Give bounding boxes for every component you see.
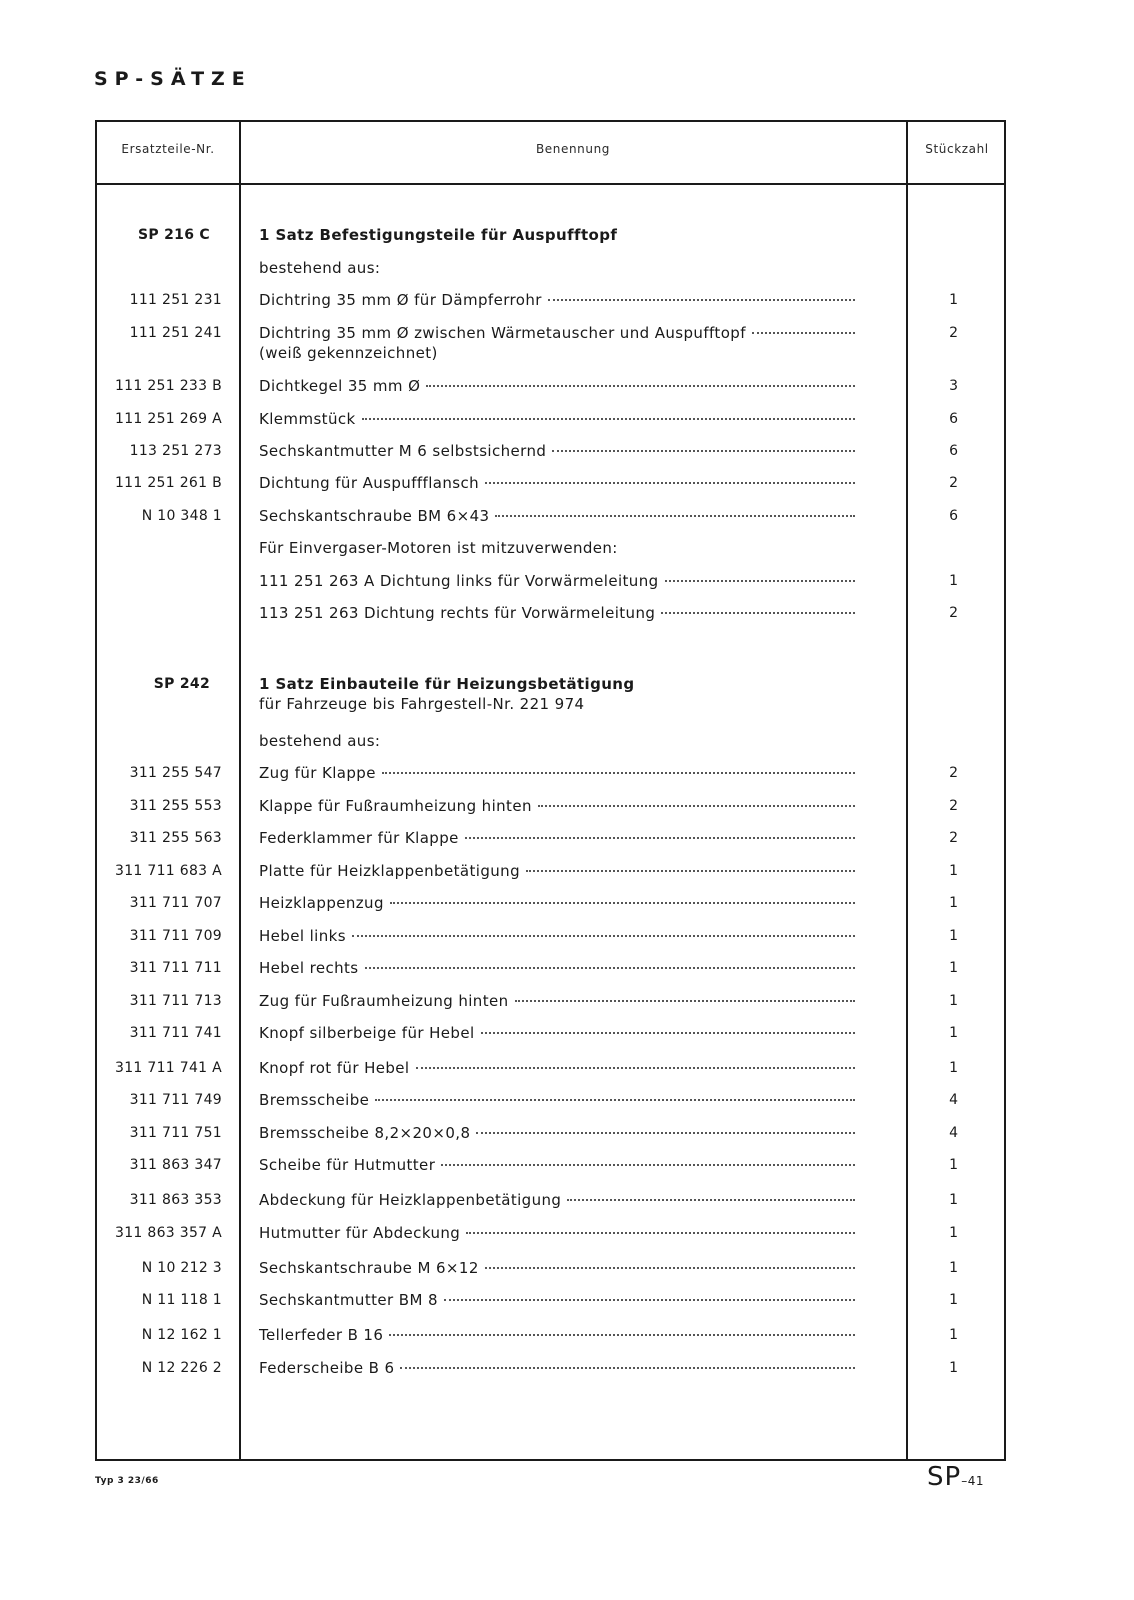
description-text: Klappe für Fußraumheizung hinten	[259, 797, 532, 815]
description	[259, 473, 855, 493]
part-number: 111 251 261 B	[114, 475, 222, 491]
part-number: 111 251 233 B	[114, 378, 222, 394]
description	[259, 926, 855, 946]
description	[259, 1023, 855, 1043]
quantity: 2	[949, 765, 958, 781]
quantity: 1	[949, 1157, 958, 1173]
quantity: 1	[949, 1360, 958, 1376]
quantity: 6	[949, 411, 958, 427]
dot-leader	[390, 902, 855, 904]
dot-leader	[515, 1000, 855, 1002]
description	[259, 603, 855, 623]
dot-leader	[538, 805, 855, 807]
dot-leader	[362, 418, 855, 420]
description	[259, 958, 855, 978]
dot-leader	[400, 1367, 855, 1369]
description-text: Sechskantschraube BM 6×43	[259, 507, 490, 525]
description	[259, 1325, 855, 1345]
description-text: 1 Satz Einbauteile für Heizungsbetätigung	[259, 675, 635, 693]
quantity: 1	[949, 573, 958, 589]
description	[259, 991, 855, 1011]
description	[259, 828, 855, 848]
description-text: Scheibe für Hutmutter	[259, 1156, 436, 1174]
description-text: Dichtung für Auspuffflansch	[259, 474, 480, 492]
part-number: SP 216 C	[138, 227, 210, 243]
description	[259, 1223, 855, 1243]
quantity: 1	[949, 1260, 958, 1276]
quantity: 2	[949, 798, 958, 814]
part-number: 111 251 231	[129, 292, 222, 308]
description	[259, 796, 855, 816]
part-number: 311 711 751	[129, 1125, 222, 1141]
description-text: bestehend aus:	[259, 732, 381, 750]
dot-leader	[552, 450, 855, 452]
dot-leader	[352, 935, 855, 937]
quantity: 1	[949, 895, 958, 911]
part-number: 311 863 347	[129, 1157, 222, 1173]
description-continuation: für Fahrzeuge bis Fahrgestell-Nr. 221 974	[259, 695, 585, 713]
description-text: Zug für Fußraumheizung hinten	[259, 992, 509, 1010]
dot-leader	[526, 870, 855, 872]
part-number: N 11 118 1	[141, 1292, 222, 1308]
description-text: Sechskantmutter M 6 selbstsichernd	[259, 442, 547, 460]
quantity: 1	[949, 1225, 958, 1241]
description-text: Dichtring 35 mm Ø für Dämpferrohr	[259, 291, 542, 309]
description-text: Zug für Klappe	[259, 764, 376, 782]
page-number	[927, 1462, 984, 1492]
quantity: 1	[949, 1025, 958, 1041]
quantity: 2	[949, 325, 958, 341]
dot-leader	[485, 482, 855, 484]
quantity: 4	[949, 1092, 958, 1108]
footer-type-date: Typ 3 23/66	[95, 1476, 159, 1486]
description	[259, 258, 855, 278]
quantity: 1	[949, 993, 958, 1009]
description	[259, 506, 855, 526]
column-divider	[239, 122, 241, 1459]
quantity: 1	[949, 960, 958, 976]
description	[259, 290, 855, 310]
description-text: Hutmutter für Abdeckung	[259, 1224, 461, 1242]
part-number: 311 711 741	[129, 1025, 222, 1041]
description-text: Sechskantmutter BM 8	[259, 1291, 438, 1309]
dot-leader	[567, 1199, 855, 1201]
description-text: Dichtring 35 mm Ø zwischen Wärmetauscher und Auspufftopf	[259, 324, 746, 342]
description-continuation: (weiß gekennzeichnet)	[259, 344, 438, 362]
dot-leader	[441, 1164, 855, 1166]
part-number: N 12 162 1	[141, 1327, 222, 1343]
dot-leader	[465, 837, 855, 839]
column-header-description: Benennung	[535, 142, 611, 156]
dot-leader	[466, 1232, 855, 1234]
quantity: 2	[949, 830, 958, 846]
description-text: Bremsscheibe 8,2×20×0,8	[259, 1124, 471, 1142]
dot-leader	[426, 385, 855, 387]
quantity: 1	[949, 1192, 958, 1208]
page-number-suffix: –41	[961, 1474, 984, 1488]
part-number: 311 711 741 A	[115, 1060, 222, 1076]
description	[259, 1090, 855, 1110]
part-number: 311 711 709	[129, 928, 222, 944]
description	[259, 861, 855, 881]
description	[259, 1258, 855, 1278]
quantity: 1	[949, 863, 958, 879]
description-text: Klemmstück	[259, 410, 356, 428]
part-number: 311 711 713	[129, 993, 222, 1009]
description	[259, 1358, 855, 1378]
part-number: 311 863 353	[129, 1192, 222, 1208]
description-text: Platte für Heizklappenbetätigung	[259, 862, 520, 880]
quantity: 1	[949, 292, 958, 308]
part-number: 111 251 241	[129, 325, 222, 341]
part-number: 311 711 749	[129, 1092, 222, 1108]
page-number-prefix: SP	[927, 1462, 962, 1492]
quantity: 3	[949, 378, 958, 394]
description-text: Für Einvergaser-Motoren ist mitzuverwenden:	[259, 539, 618, 557]
part-number: SP 242	[153, 676, 210, 692]
quantity: 1	[949, 1060, 958, 1076]
dot-leader	[661, 612, 855, 614]
part-number: N 12 226 2	[141, 1360, 222, 1376]
description-text: 111 251 263 A Dichtung links für Vorwärmeleitung	[259, 572, 659, 590]
part-number: 311 863 357 A	[115, 1225, 222, 1241]
part-number: N 10 348 1	[141, 508, 222, 524]
part-number: 311 255 563	[129, 830, 222, 846]
dot-leader	[665, 580, 855, 582]
part-number: N 10 212 3	[141, 1260, 222, 1276]
description-text: Tellerfeder B 16	[259, 1326, 384, 1344]
description-text: Heizklappenzug	[259, 894, 384, 912]
description	[259, 893, 855, 913]
description	[259, 763, 855, 783]
description-text: Bremsscheibe	[259, 1091, 370, 1109]
dot-leader	[416, 1067, 855, 1069]
dot-leader	[382, 772, 855, 774]
dot-leader	[375, 1099, 855, 1101]
description-text: 113 251 263 Dichtung rechts für Vorwärmeleitung	[259, 604, 656, 622]
dot-leader	[485, 1267, 855, 1269]
quantity: 4	[949, 1125, 958, 1141]
dot-leader	[389, 1334, 855, 1336]
quantity: 1	[949, 1327, 958, 1343]
description	[259, 1123, 855, 1143]
part-number: 311 711 711	[129, 960, 222, 976]
description-text: Federscheibe B 6	[259, 1359, 395, 1377]
description	[259, 1190, 855, 1210]
dot-leader	[365, 967, 855, 969]
quantity: 2	[949, 475, 958, 491]
description-text: Sechskantschraube M 6×12	[259, 1259, 479, 1277]
description	[259, 441, 855, 461]
quantity: 6	[949, 508, 958, 524]
description-text: Hebel rechts	[259, 959, 359, 977]
description	[259, 409, 855, 429]
description	[259, 376, 855, 396]
dot-leader	[548, 299, 855, 301]
page-title: SP-SÄTZE	[94, 68, 252, 90]
description-text: Dichtkegel 35 mm Ø	[259, 377, 421, 395]
description-text: Hebel links	[259, 927, 346, 945]
description	[259, 731, 855, 751]
column-header-quantity: Stückzahl	[925, 142, 989, 156]
dot-leader	[476, 1132, 855, 1134]
description-text: Knopf rot für Hebel	[259, 1059, 410, 1077]
part-number: 311 255 553	[129, 798, 222, 814]
dot-leader	[481, 1032, 855, 1034]
column-header-part-no: Ersatzteile-Nr.	[121, 142, 215, 156]
description-text: 1 Satz Befestigungsteile für Auspufftopf	[259, 226, 618, 244]
quantity: 2	[949, 605, 958, 621]
description	[259, 225, 855, 245]
dot-leader	[495, 515, 855, 517]
dot-leader	[752, 332, 855, 334]
quantity: 1	[949, 928, 958, 944]
description	[259, 571, 855, 591]
quantity: 6	[949, 443, 958, 459]
description	[259, 1155, 855, 1175]
description-text: bestehend aus:	[259, 259, 381, 277]
description	[259, 323, 855, 363]
description	[259, 1058, 855, 1078]
description-text: Abdeckung für Heizklappenbetätigung	[259, 1191, 562, 1209]
part-number: 311 711 707	[129, 895, 222, 911]
description-text: Federklammer für Klappe	[259, 829, 459, 847]
description	[259, 1290, 855, 1310]
dot-leader	[444, 1299, 855, 1301]
part-number: 311 711 683 A	[115, 863, 222, 879]
part-number: 111 251 269 A	[115, 411, 222, 427]
description-text: Knopf silberbeige für Hebel	[259, 1024, 475, 1042]
description	[259, 674, 855, 714]
parts-table	[95, 120, 1006, 1461]
part-number: 113 251 273	[129, 443, 222, 459]
description	[259, 538, 855, 558]
quantity: 1	[949, 1292, 958, 1308]
part-number: 311 255 547	[129, 765, 222, 781]
header-divider	[97, 183, 1004, 185]
